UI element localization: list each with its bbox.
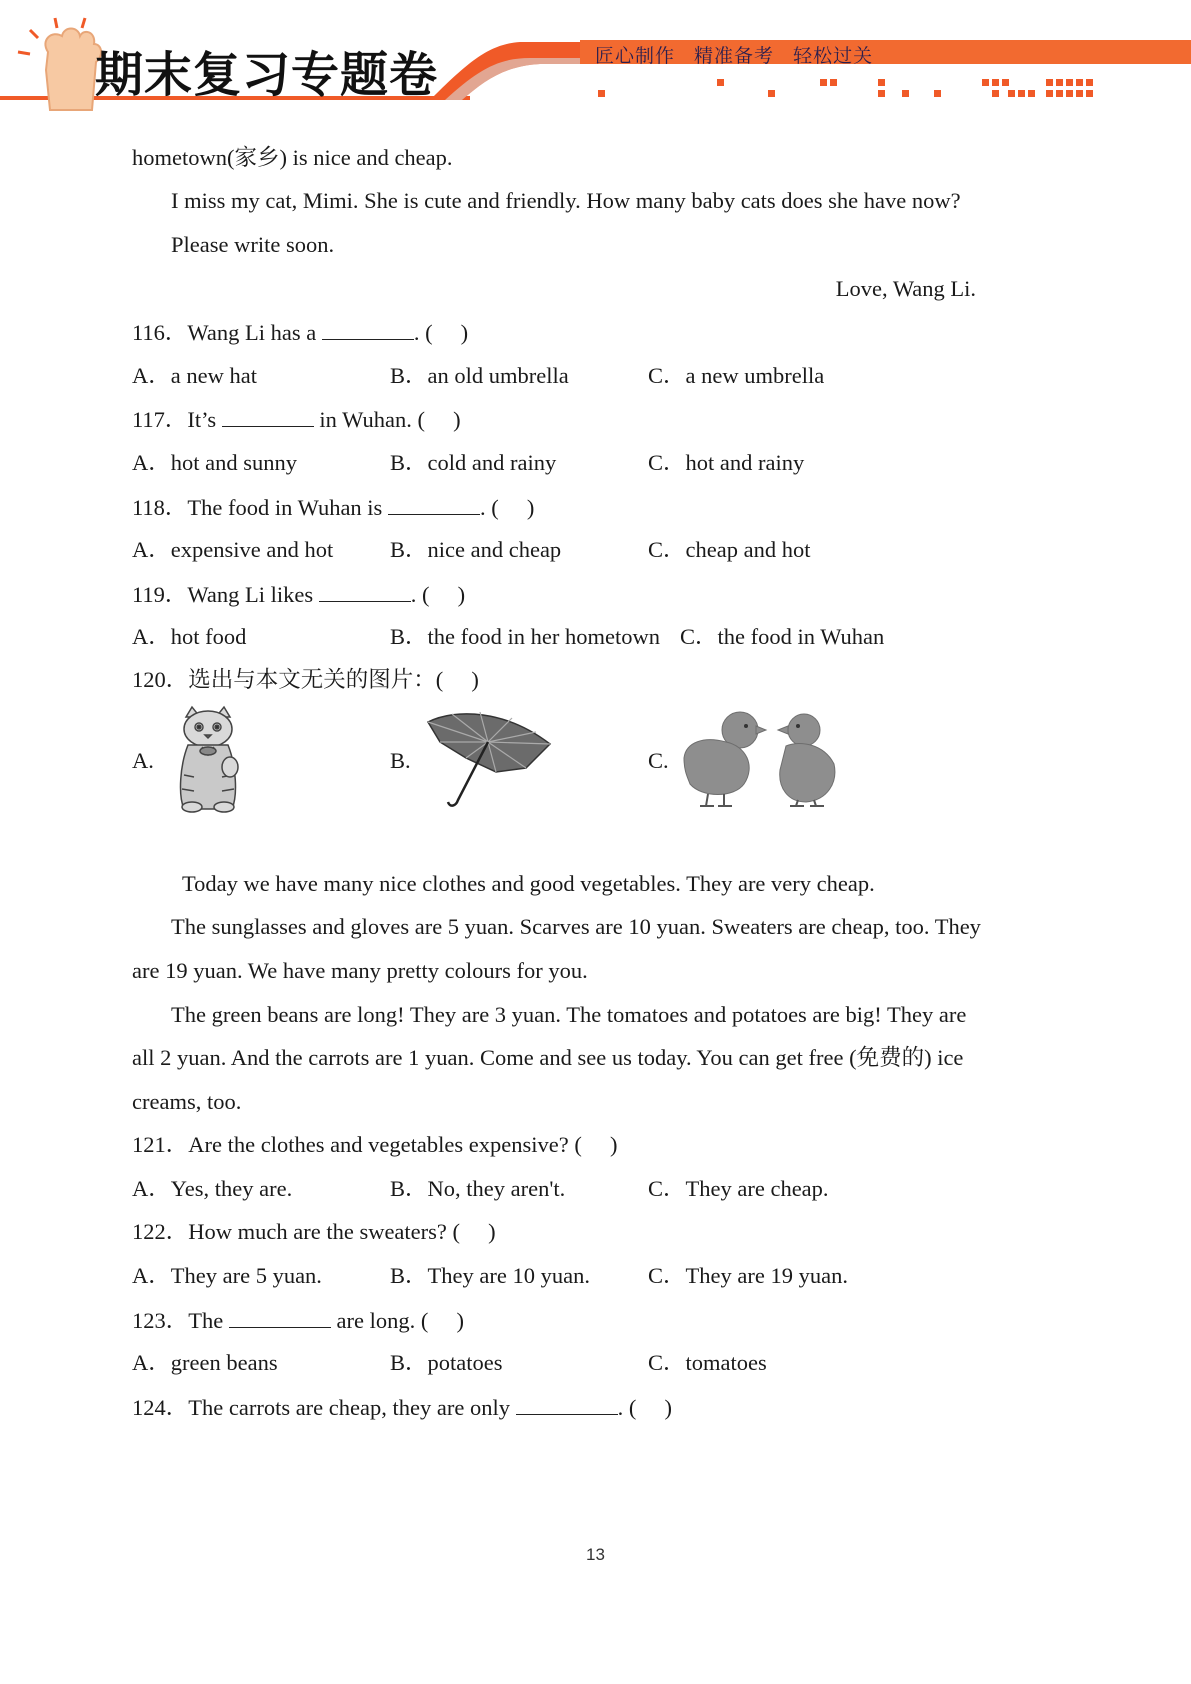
answer-blank[interactable] (388, 496, 480, 515)
option-119-a: A．hot food (132, 624, 247, 649)
option-119-b: B．the food in her hometown (390, 624, 660, 649)
option-123-a: A．green beans (132, 1350, 278, 1375)
passage1-line-2: I miss my cat, Mimi. She is cute and friendly. How many baby cats does she have now? (171, 188, 961, 213)
question-124-tail: . ( ) (617, 1395, 672, 1420)
passage2-line-1: Today we have many nice clothes and good vegetables. They are very cheap. (182, 871, 875, 896)
picture-option-a-label: A. (132, 748, 154, 773)
question-119 (132, 583, 465, 607)
option-118-b: B．nice and cheap (390, 537, 562, 562)
option-118-a: A．expensive and hot (132, 537, 334, 562)
header-title: 期末复习专题卷 (95, 47, 439, 103)
answer-blank[interactable] (516, 1396, 618, 1415)
option-121-c: C．They are cheap. (648, 1176, 829, 1201)
picture-option-b-label: B. (390, 748, 411, 773)
option-117-b: B．cold and rainy (390, 450, 557, 475)
question-124 (132, 1396, 672, 1420)
question-116 (132, 321, 468, 345)
header-slogan: 匠心制作 精准备考 轻松过关 (595, 45, 874, 67)
option-119-c: C．the food in Wuhan (680, 624, 885, 649)
answer-blank[interactable] (322, 321, 414, 340)
option-123-c: C．tomatoes (648, 1350, 767, 1375)
picture-option-c-label: C. (648, 748, 669, 773)
passage2-line-3: are 19 yuan. We have many pretty colours for you. (132, 958, 588, 983)
question-120: 120．选出与本文无关的图片：( ) (132, 667, 479, 692)
answer-blank[interactable] (222, 408, 314, 427)
option-118-c: C．cheap and hot (648, 537, 811, 562)
passage1-line-3: Please write soon. (171, 232, 335, 257)
question-117-prompt: 117．It’s (132, 407, 222, 432)
answer-blank[interactable] (229, 1309, 331, 1328)
option-122-a: A．They are 5 yuan. (132, 1263, 322, 1288)
passage2-line-6: creams, too. (132, 1089, 242, 1114)
option-116-b: B．an old umbrella (390, 363, 569, 388)
option-123-b: B．potatoes (390, 1350, 503, 1375)
letter-signature: Love, Wang Li. (835, 276, 976, 301)
option-116-a: A．a new hat (132, 363, 257, 388)
umbrella-illustration (426, 708, 552, 812)
question-119-prompt: 119．Wang Li likes (132, 582, 319, 607)
question-123 (132, 1309, 464, 1333)
page-number: 13 (586, 1545, 605, 1564)
option-121-b: B．No, they aren't. (390, 1176, 566, 1201)
question-121: 121．Are the clothes and vegetables expensive? ( ) (132, 1132, 618, 1157)
question-118 (132, 496, 534, 520)
question-116-tail: . ( ) (413, 320, 469, 345)
answer-blank[interactable] (319, 583, 411, 602)
option-121-a: A．Yes, they are. (132, 1176, 293, 1201)
question-116-prompt: 116．Wang Li has a (132, 320, 322, 345)
passage2-line-5: all 2 yuan. And the carrots are 1 yuan. Come and see us today. You can get free (免费的) ice (132, 1045, 964, 1070)
option-117-a: A．hot and sunny (132, 450, 297, 475)
option-122-b: B．They are 10 yuan. (390, 1263, 590, 1288)
option-122-c: C．They are 19 yuan. (648, 1263, 848, 1288)
option-117-c: C．hot and rainy (648, 450, 805, 475)
page-header (0, 0, 1191, 120)
question-117-tail: in Wuhan. ( ) (313, 407, 461, 432)
question-123-tail: are long. ( ) (330, 1308, 464, 1333)
passage2-line-4: The green beans are long! They are 3 yuan. The tomatoes and potatoes are big! They are (171, 1002, 967, 1027)
cat-illustration (172, 705, 244, 813)
question-123-prompt: 123．The (132, 1308, 229, 1333)
chicks-illustration (682, 706, 838, 810)
question-124-prompt: 124．The carrots are cheap, they are only (132, 1395, 516, 1420)
passage1-line-1: hometown(家乡) is nice and cheap. (132, 145, 453, 170)
question-118-prompt: 118．The food in Wuhan is (132, 495, 388, 520)
decorative-dots (0, 0, 1191, 120)
question-119-tail: . ( ) (410, 582, 466, 607)
question-117 (132, 408, 461, 432)
passage2-line-2: The sunglasses and gloves are 5 yuan. Scarves are 10 yuan. Sweaters are cheap, too. They (171, 914, 981, 939)
option-116-c: C．a new umbrella (648, 363, 825, 388)
question-122: 122．How much are the sweaters? ( ) (132, 1219, 496, 1244)
question-118-tail: . ( ) (479, 495, 535, 520)
